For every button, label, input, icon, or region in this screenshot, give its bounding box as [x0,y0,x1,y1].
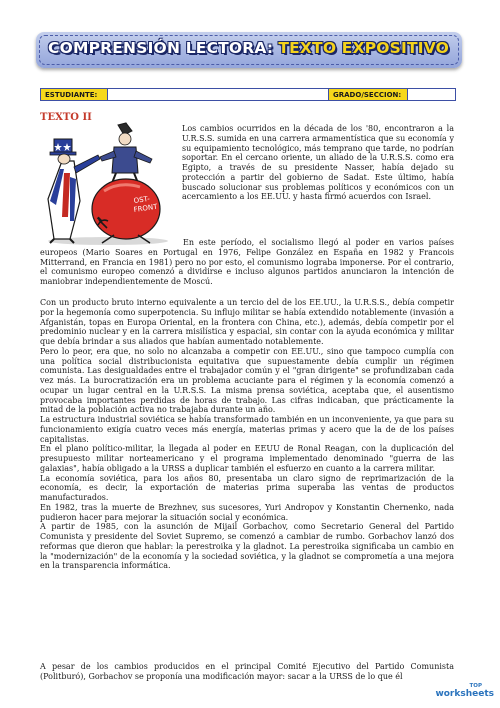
grade-section-field[interactable] [407,89,455,100]
paragraph-7: En 1982, tras la muerte de Brezhnev, sus sucesores, Yuri Andropov y Konstantin Chernenko, nada pudieron hacer para mejorar la situación social y económica. [40,502,454,522]
soviet-figure [100,123,152,183]
bomb-shape [92,179,160,243]
paragraph-6: La economía soviética, para los años 80, presentaba un claro signo de reprimarización de la economía, es decir, la exportación de materias prima superaba las ventas de productos manufacturados. [40,473,454,502]
section-title: TEXTO II [40,112,92,123]
page-title [48,39,449,57]
intro-paragraph: Los cambios ocurridos en la década de los '80, encontraron a la U.R.S.S. sumida en una carrera armamentística que su economía y su equipamiento tecnológico, más temprano que tarde, no podrían soportar. En el cercano oriente, un aliado de la U.R.S.S. como era Egipto, a través de su presidente Nasser, había dejado su protección a partir del gobierno de Sadat. Este último, había buscado solucionar sus problemas políticos y económicos con un acercamiento a los EE.UU. y hasta firmó acuerdos con Israel. [182,124,454,202]
paragraph-2: Con un producto bruto interno equivalente a un tercio del de los EE.UU., la U.R.S.S., debía competir por la hegemonía como superpotencia. Su influjo militar se había extendido notablemente (invasión a Afganistán, topas en Europa Oriental, en la frontera con China, etc.), además, debía competir por el predominio nuclear y en la carrera misilística y espacial, sin contar con la ayuda económica y militar que debía brindar a sus aliados que habían aumentado notablemente. [40,298,454,346]
paragraph-4: La estructura industrial soviética se había transformado también en un inconveniente, ya que para su funcionamiento exigía cuatro veces más energía, materias primas y acero que la de de los países capitalistas. [40,415,454,444]
page-title-part1: COMPRENSIÓN LECTORA: [48,39,274,57]
logo-top-text: TOP [469,683,482,689]
student-name-field[interactable] [107,89,329,100]
student-label: ESTUDIANTE: [41,89,107,100]
logo-main-text: worksheets [435,688,494,699]
paragraph-3: Pero lo peor, era que, no solo no alcanzaba a competir con EE.UU., sino que tampoco cumplía con una política social distribucionista equitativa que supuestamente debía cumplir un régimen comunista. Las desigualdades entre el trabajador común y el "gran dirigente" se profundizaban cada vez más. La burocratización era un problema acuciante para el régimen y la economía comenzó a ocupar un lugar central en la U.R.S.S. La misma prensa soviética, aceptaba que, el ausentismo provocaba importantes perdidas de horas de trabajo. Las cifras indicaban, que prácticamente la mitad de la población activa no trabajaba durante un año. [40,346,454,415]
cold-war-cartoon-illustration [40,121,178,245]
uncle-sam-figure [48,139,100,243]
paragraph-1: En este período, el socialismo llegó al poder en varios países europeos (Mario Soares en Portugal en 1976, Felipe González en España en 1982 y Francois Mitterrand, en Francia en 1981) pero no por esto, el comunismo lograba imponerse. Por el contrario, el comunismo europeo comenzó a dividirse e incluso algunos partidos anunciaron la intención de maniobrar independientemente de Moscú. [40,238,454,286]
bomb-label-line2: FRONT [133,202,158,214]
paragraph-9: A pesar de los cambios producidos en el principal Comité Ejecutivo del Partido Comunista (Politburó), Gorbachov se proponía una modificación mayor: sacar a la URSS de lo que él [40,662,454,681]
paragraph-5: En el plano político-militar, la llegada al poder en EEUU de Ronal Reagan, con la duplicación del presupuesto militar norteamericano y el programa implementado denominado "guerra de las galaxias", había obligado a la URSS a duplicar también el esfuerzo en cuanto a la carrera militar. [40,444,454,473]
grade-section-label: GRADO/SECCION: [329,89,407,100]
worksheets-logo [435,684,494,699]
student-info-row [40,88,456,101]
body-paragraphs [40,298,454,571]
page-title-part2: TEXTO EXPOSITIVO [278,39,450,57]
bomb-label-line1: OST- [133,194,151,205]
title-banner [36,32,462,68]
paragraph-8: A partir de 1985, con la asunción de Mijail Gorbachov, como Secretario General del Partido Comunista y presidente del Soviet Supremo, se comenzó a cambiar de rumbo. Gorbachov lanzó dos reformas que dieron que hablar: la perestroika y la gladnot. La perestroika significaba un cambio en la "modernización" de la economía y la sociedad soviética, y la gladnot se comprometía a una mejora en la transparencia informática. [40,522,454,571]
